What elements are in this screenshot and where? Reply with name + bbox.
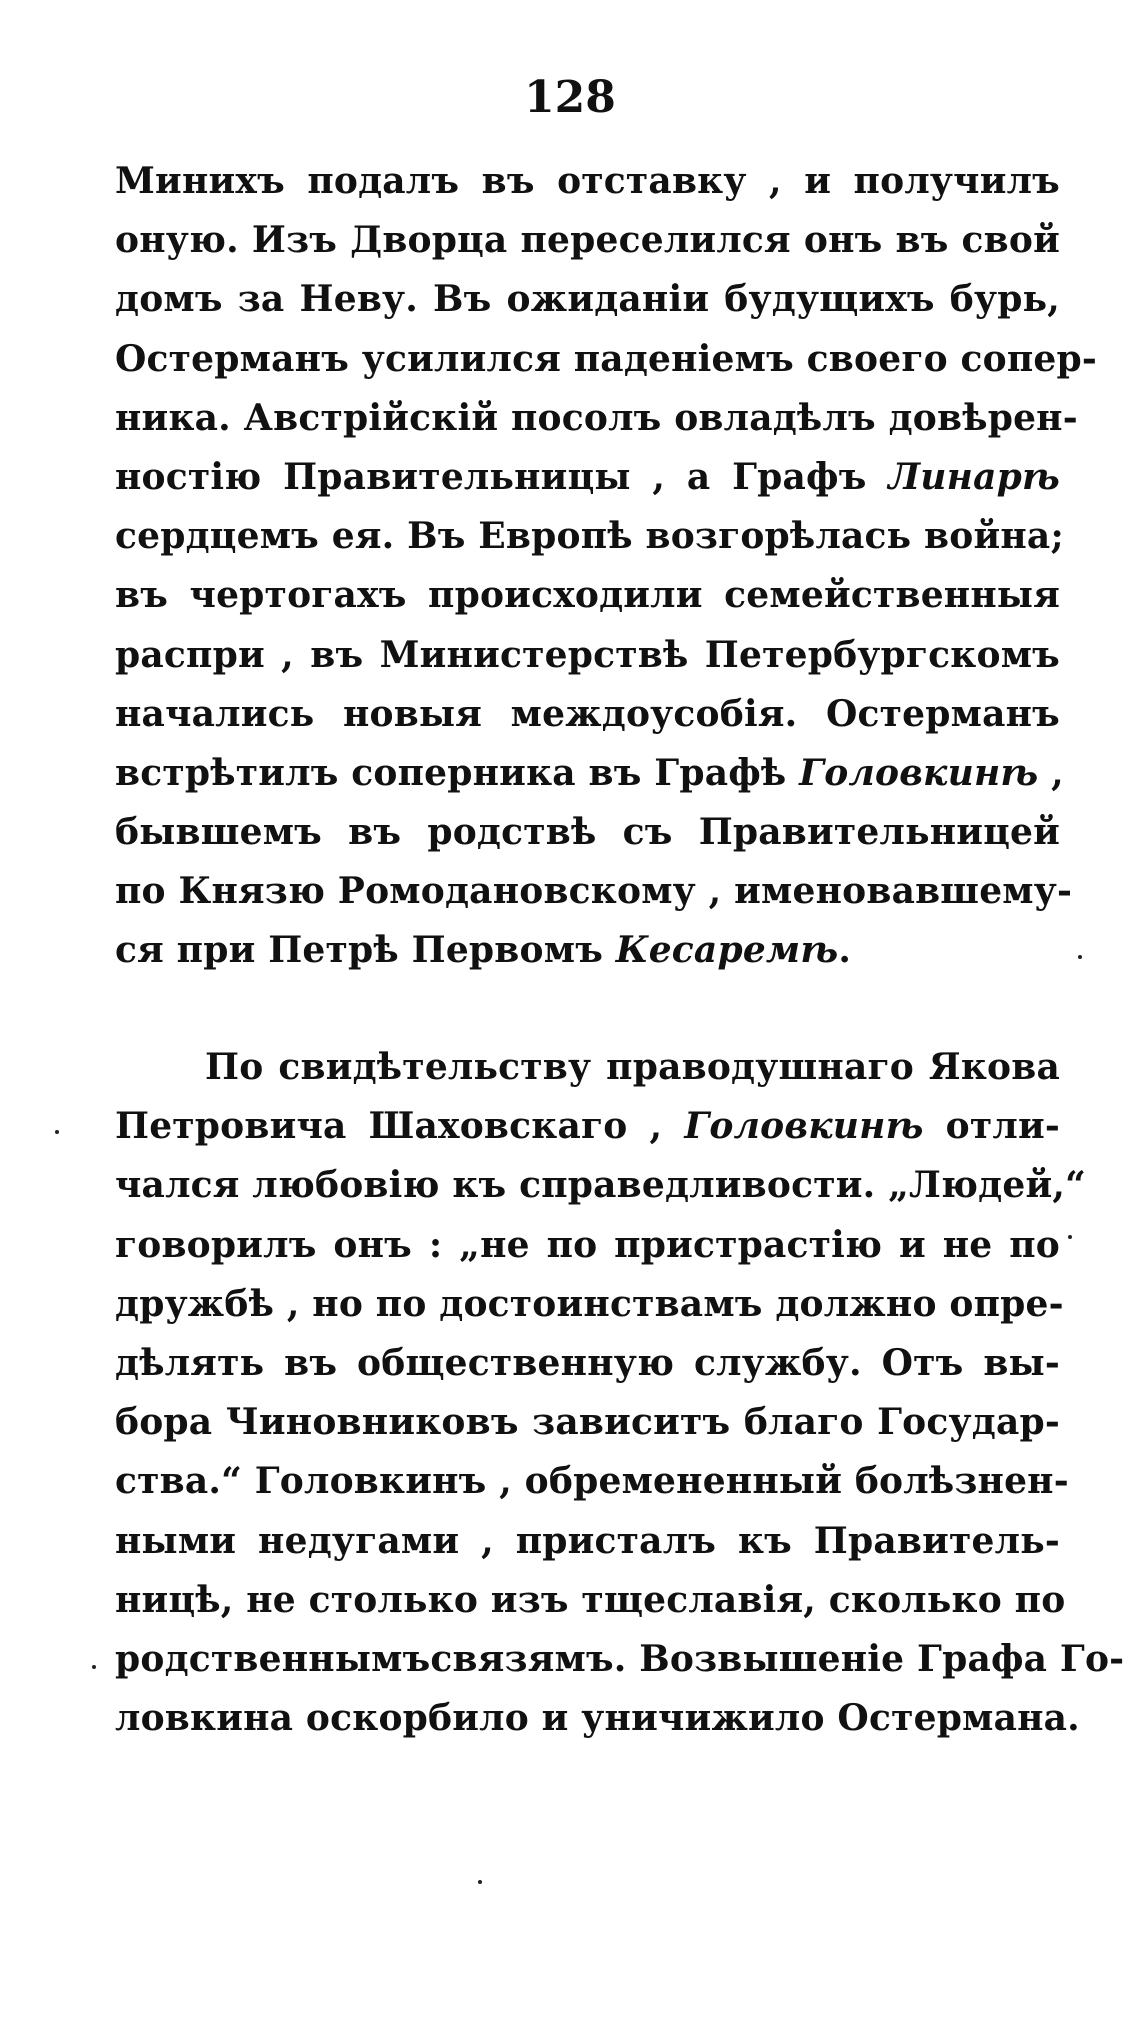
text-line	[115, 448, 1060, 507]
text-line	[115, 1571, 1066, 1630]
print-speck	[1068, 1235, 1072, 1239]
text-segment: бывшемъ въ родствѣ съ Правительницей	[115, 811, 1060, 854]
text-line	[115, 626, 1060, 685]
text-segment: ства.“ Головкинъ , обремененный болѣзнен-	[115, 1460, 1069, 1503]
text-line	[115, 1038, 1060, 1097]
text-line	[115, 330, 1098, 389]
text-segment: ся при Петрѣ Первомъ	[115, 929, 616, 972]
text-segment: въ чертогахъ происходили семейственныя	[115, 574, 1060, 617]
text-line	[115, 211, 1060, 270]
text-line	[115, 803, 1060, 862]
text-segment: .	[838, 929, 852, 972]
text-line	[115, 1156, 1086, 1215]
text-segment: говорилъ онъ : „не по пристрастію и не по	[115, 1223, 1060, 1266]
text-line	[115, 1630, 1125, 1689]
text-line	[115, 152, 1060, 211]
italic-name: Кесаремѣ	[615, 929, 839, 972]
text-line	[115, 1334, 1060, 1393]
text-segment: Петровича Шаховскаго ,	[115, 1105, 685, 1148]
text-line	[115, 389, 1078, 448]
text-line	[115, 1689, 1080, 1748]
text-segment: по Князю Ромодановскому , именовавшему-	[115, 870, 1073, 913]
text-segment: дѣлять въ общественную службу. Отъ вы-	[115, 1341, 1060, 1384]
text-segment: По свидѣтельству праводушнаго Якова	[205, 1046, 1060, 1088]
paragraph-2	[115, 1038, 1125, 1748]
text-line	[115, 270, 1060, 329]
print-speck	[92, 1665, 96, 1669]
text-segment: ностію Правительницы , а Графъ	[115, 455, 889, 498]
text-segment: ,	[1038, 751, 1064, 794]
text-segment: сердцемъ ея. Въ Европѣ возгорѣлась война;	[115, 515, 1064, 558]
text-segment: Минихъ подалъ въ отставку , и получилъ	[115, 160, 1060, 202]
text-segment: домъ за Неву. Въ ожиданіи будущихъ бурь,	[115, 278, 1060, 321]
text-segment: ника. Австрійскій посолъ овладѣлъ довѣрен-	[115, 396, 1078, 439]
text-segment: отли-	[923, 1105, 1060, 1148]
text-line	[115, 685, 1060, 744]
text-segment: встрѣтилъ соперника въ Графѣ	[115, 751, 800, 794]
text-line	[115, 1097, 1060, 1156]
text-segment: начались новыя междоусобія. Остерманъ	[115, 692, 1060, 735]
text-segment: чался любовію къ справедливости. „Людей,“	[115, 1164, 1086, 1207]
text-segment: ловкина оскорбило и уничижило Остермана.	[115, 1697, 1080, 1740]
print-speck	[478, 1880, 482, 1884]
text-line	[115, 862, 1073, 921]
text-segment: Остерманъ усилился паденіемъ своего сопер-	[115, 337, 1098, 380]
text-segment: оную. Изъ Дворца переселился онъ въ свой	[115, 219, 1060, 262]
text-segment: распри , въ Министерствѣ Петербургскомъ	[115, 633, 1060, 676]
text-segment: ными недугами , присталъ къ Правитель-	[115, 1519, 1060, 1562]
text-line	[115, 744, 1064, 803]
italic-name: Головкинѣ	[799, 751, 1039, 794]
text-line	[115, 1393, 1060, 1452]
text-line	[115, 507, 1064, 566]
italic-name: Линарѣ	[888, 455, 1060, 498]
text-segment: родственнымъсвязямъ. Возвышеніе Графа Го-	[115, 1637, 1125, 1680]
text-line	[115, 1216, 1060, 1275]
text-line	[115, 921, 1060, 980]
print-speck	[1078, 955, 1082, 959]
page-number: 128	[524, 72, 616, 123]
text-line	[115, 1275, 1064, 1334]
text-line	[115, 1452, 1069, 1511]
text-segment: бора Чиновниковъ зависитъ благо Государ-	[115, 1401, 1060, 1444]
italic-name: Головкинѣ	[684, 1105, 924, 1148]
print-speck	[55, 1130, 59, 1134]
text-segment: ницѣ, не столько изъ тщеславія, сколько по	[115, 1578, 1066, 1621]
text-segment: дружбѣ , но по достоинствамъ должно опре-	[115, 1282, 1064, 1325]
text-line	[115, 566, 1060, 625]
paragraph-1	[115, 152, 1098, 981]
text-line	[115, 1512, 1060, 1571]
